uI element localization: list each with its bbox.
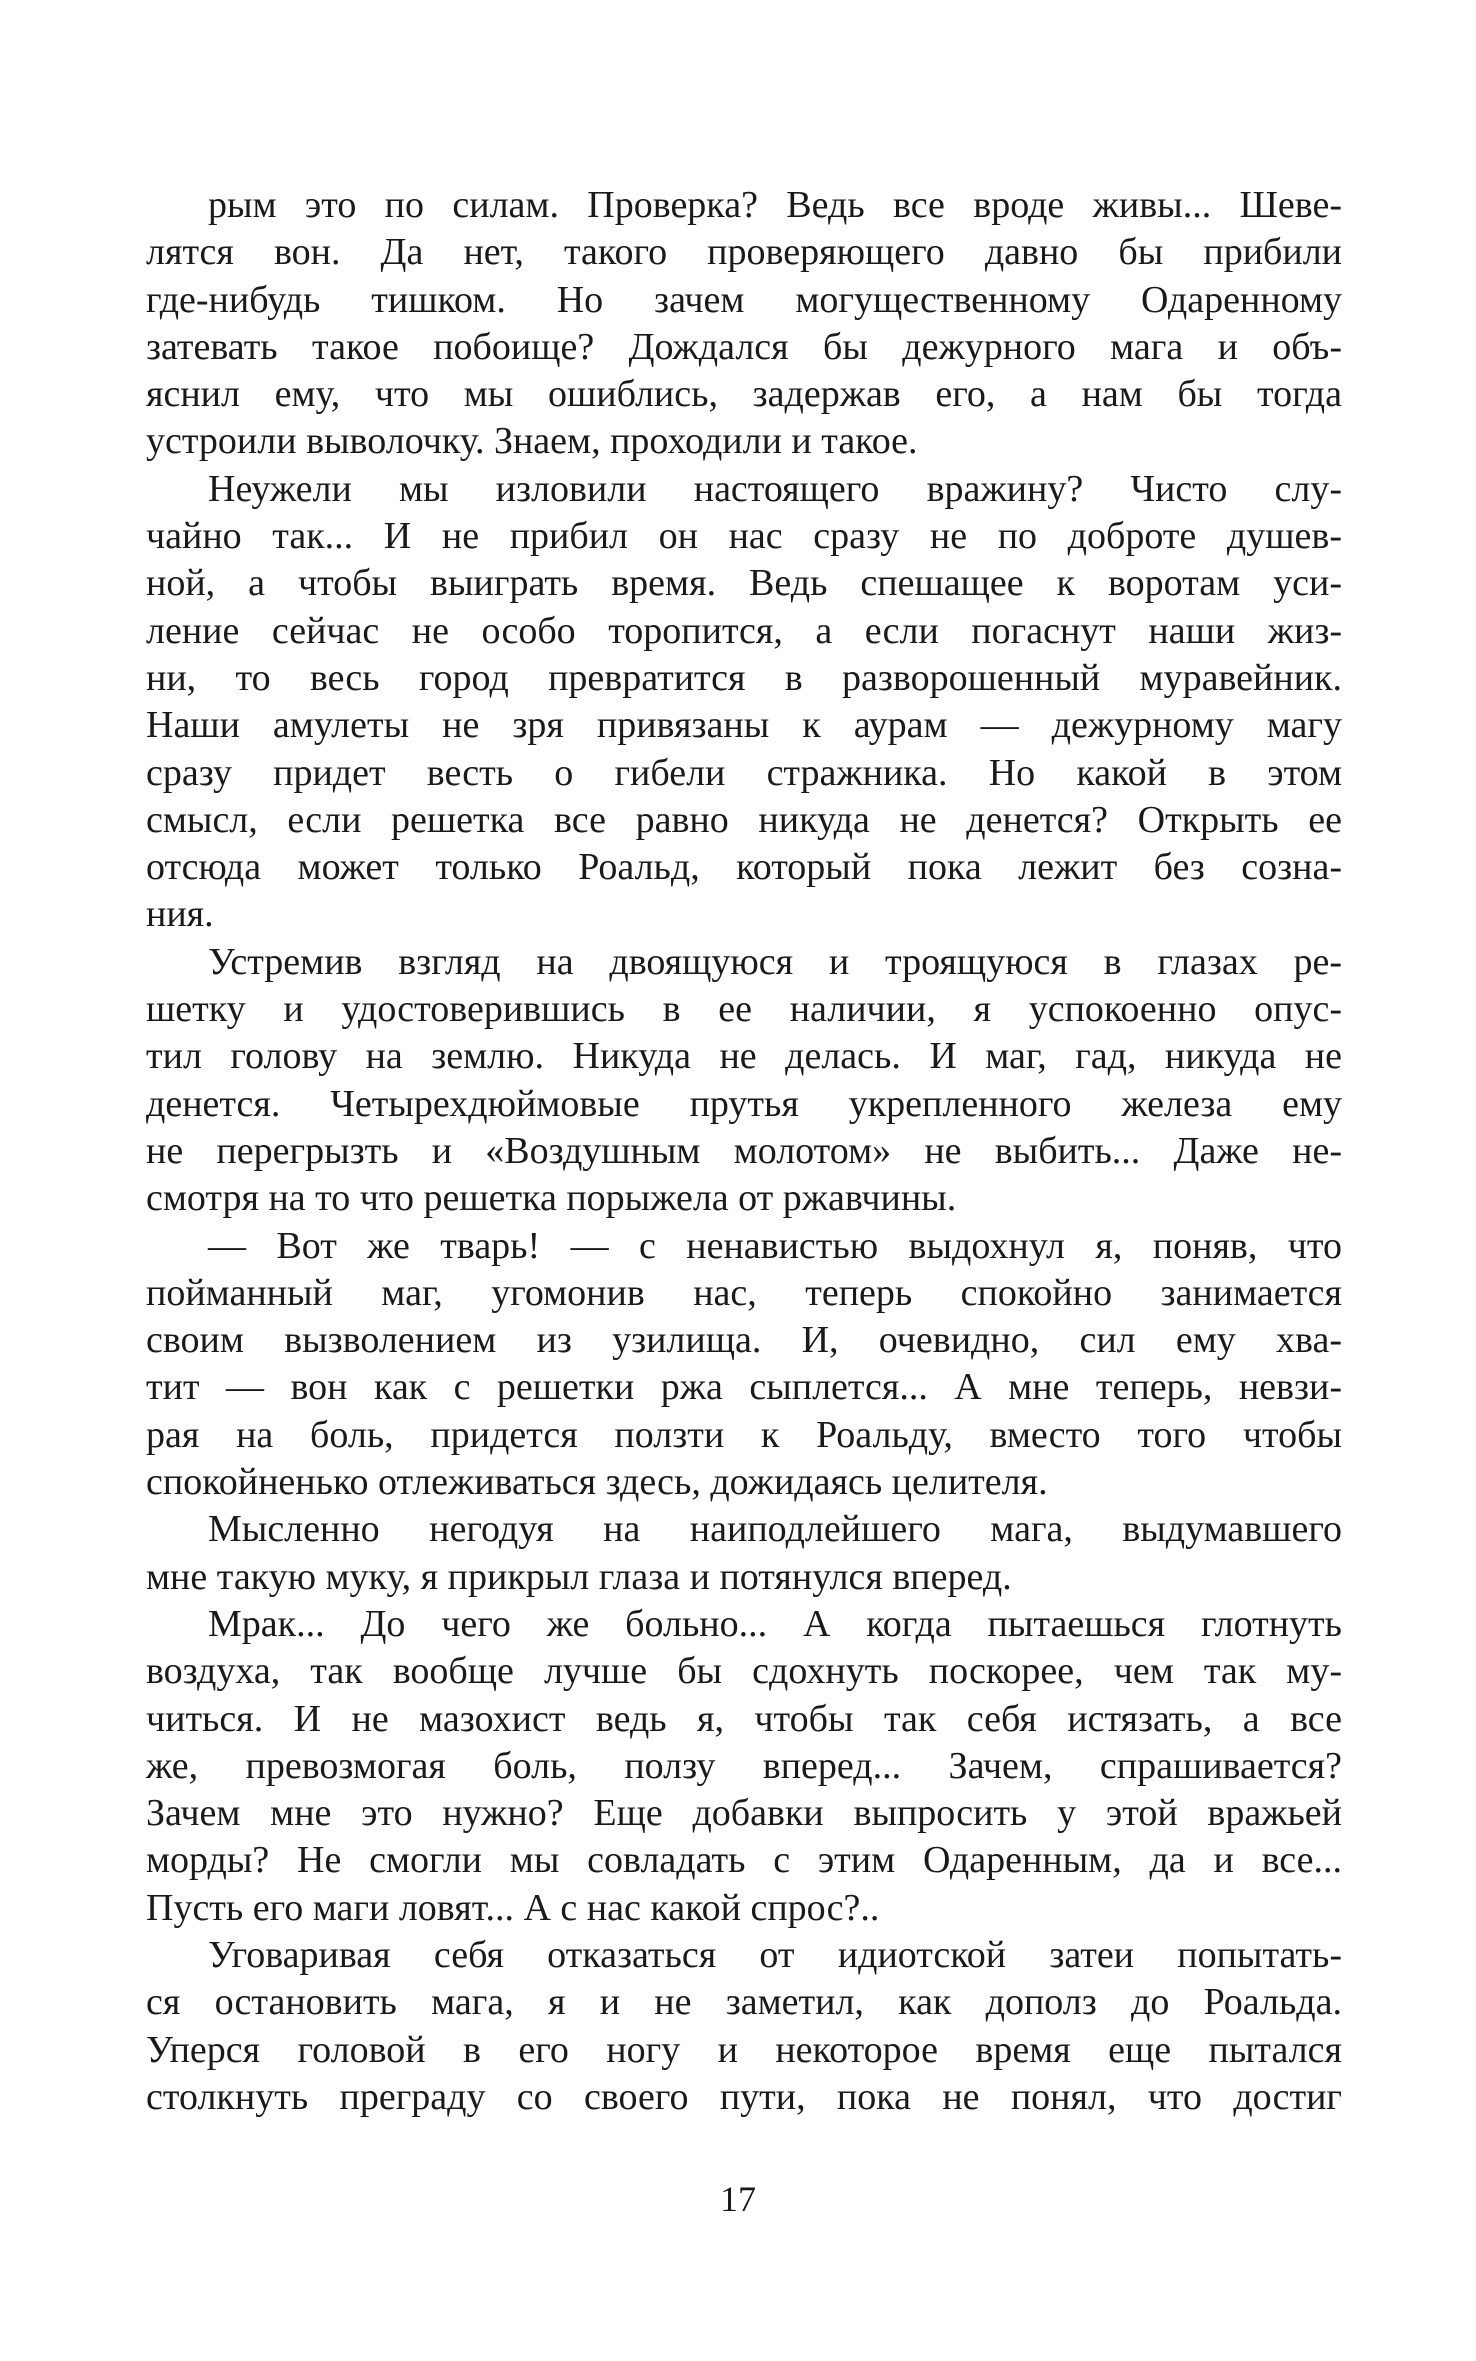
text-line: пойманный маг, угомонив нас, теперь спокойно занимается bbox=[146, 1271, 1342, 1314]
page-number: 17 bbox=[720, 2179, 756, 2219]
text-line: же, превозмогая боль, ползу вперед... Зачем, спрашивается? bbox=[146, 1744, 1342, 1787]
text-line: не перегрызть и «Воздушным молотом» не выбить... Даже не- bbox=[146, 1129, 1342, 1172]
text-line: Уперся головой в его ногу и некоторое время еще пытался bbox=[146, 2028, 1342, 2071]
paragraph bbox=[146, 1932, 1342, 2121]
text-line: ся остановить мага, я и не заметил, как дополз до Роальда. bbox=[146, 1981, 1342, 2024]
text-line: рая на боль, придется ползти к Роальду, вместо того чтобы bbox=[146, 1413, 1342, 1456]
paragraph bbox=[146, 1223, 1342, 1507]
text-line: ление сейчас не особо торопится, а если погаснут наши жиз- bbox=[146, 609, 1342, 652]
text-line: шетку и удостоверившись в ее наличии, я успокоенно опус- bbox=[146, 988, 1342, 1031]
text-line: лятся вон. Да нет, такого проверяющего давно бы прибили bbox=[146, 231, 1342, 274]
text-line: читься. И не мазохист ведь я, чтобы так себя истязать, а все bbox=[146, 1697, 1342, 1740]
text-line: Устремив взгляд на двоящуюся и троящуюся в глазах ре- bbox=[208, 940, 1342, 983]
text-line: тит — вон как с решетки ржа сыплется... А мне теперь, невзи- bbox=[146, 1366, 1342, 1409]
paragraph bbox=[146, 1506, 1342, 1601]
body-text bbox=[146, 182, 1342, 2121]
paragraph bbox=[146, 1601, 1342, 1932]
text-line: затевать такое побоище? Дождался бы дежурного мага и объ- bbox=[146, 325, 1342, 368]
paragraph bbox=[146, 939, 1342, 1223]
text-line: — Вот же тварь! — с ненавистью выдохнул я, поняв, что bbox=[208, 1224, 1342, 1267]
text-line: морды? Не смогли мы совладать с этим Одаренным, да и все... bbox=[146, 1839, 1342, 1882]
text-line: Уговаривая себя отказаться от идиотской затеи попытать- bbox=[208, 1933, 1342, 1976]
text-line: где-нибудь тишком. Но зачем могущественному Одаренному bbox=[146, 278, 1342, 321]
text-line: столкнуть преграду со своего пути, пока не понял, что достиг bbox=[146, 2075, 1342, 2118]
text-line: смотря на то что решетка порыжела от ржавчины. bbox=[146, 1177, 957, 1220]
text-line: своим вызволением из узилища. И, очевидно, сил ему хва- bbox=[146, 1319, 1342, 1362]
text-line: отсюда может только Роальд, который пока лежит без созна- bbox=[146, 846, 1342, 889]
paragraph bbox=[146, 182, 1342, 466]
text-line: Наши амулеты не зря привязаны к аурам — дежурному магу bbox=[146, 704, 1342, 747]
text-line: чайно так... И не прибил он нас сразу не по доброте душев- bbox=[146, 515, 1342, 558]
text-line: тил голову на землю. Никуда не делась. И маг, гад, никуда не bbox=[146, 1035, 1342, 1078]
text-line: денется. Четырехдюймовые прутья укрепленного железа ему bbox=[146, 1082, 1342, 1125]
text-line: ния. bbox=[146, 893, 214, 936]
text-line: воздуха, так вообще лучше бы сдохнуть поскорее, чем так му- bbox=[146, 1650, 1342, 1693]
text-line: сразу придет весть о гибели стражника. Но какой в этом bbox=[146, 751, 1342, 794]
text-line: ной, а чтобы выиграть время. Ведь спешащее к воротам уси- bbox=[146, 562, 1342, 605]
text-line: рым это по силам. Проверка? Ведь все вроде живы... Шеве- bbox=[208, 184, 1342, 226]
text-line: мне такую муку, я прикрыл глаза и потянулся вперед. bbox=[146, 1555, 1012, 1598]
text-line: яснил ему, что мы ошиблись, задержав его, а нам бы тогда bbox=[146, 373, 1342, 416]
text-line: спокойненько отлеживаться здесь, дожидаясь целителя. bbox=[146, 1461, 1048, 1504]
text-line: устроили выволочку. Знаем, проходили и такое. bbox=[146, 420, 918, 463]
paragraph bbox=[146, 466, 1342, 939]
text-line: ни, то весь город превратится в разворошенный муравейник. bbox=[146, 656, 1342, 699]
text-line: Пусть его маги ловят... А с нас какой спрос?.. bbox=[146, 1886, 880, 1929]
text-line: Мрак... До чего же больно... А когда пытаешься глотнуть bbox=[208, 1602, 1342, 1645]
text-line: Мысленно негодуя на наиподлейшего мага, выдумавшего bbox=[208, 1508, 1342, 1551]
text-line: Неужели мы изловили настоящего вражину? Чисто слу- bbox=[208, 467, 1342, 510]
text-line: Зачем мне это нужно? Еще добавки выпросить у этой вражьей bbox=[146, 1792, 1342, 1835]
text-line: смысл, если решетка все равно никуда не денется? Открыть ее bbox=[146, 798, 1342, 841]
